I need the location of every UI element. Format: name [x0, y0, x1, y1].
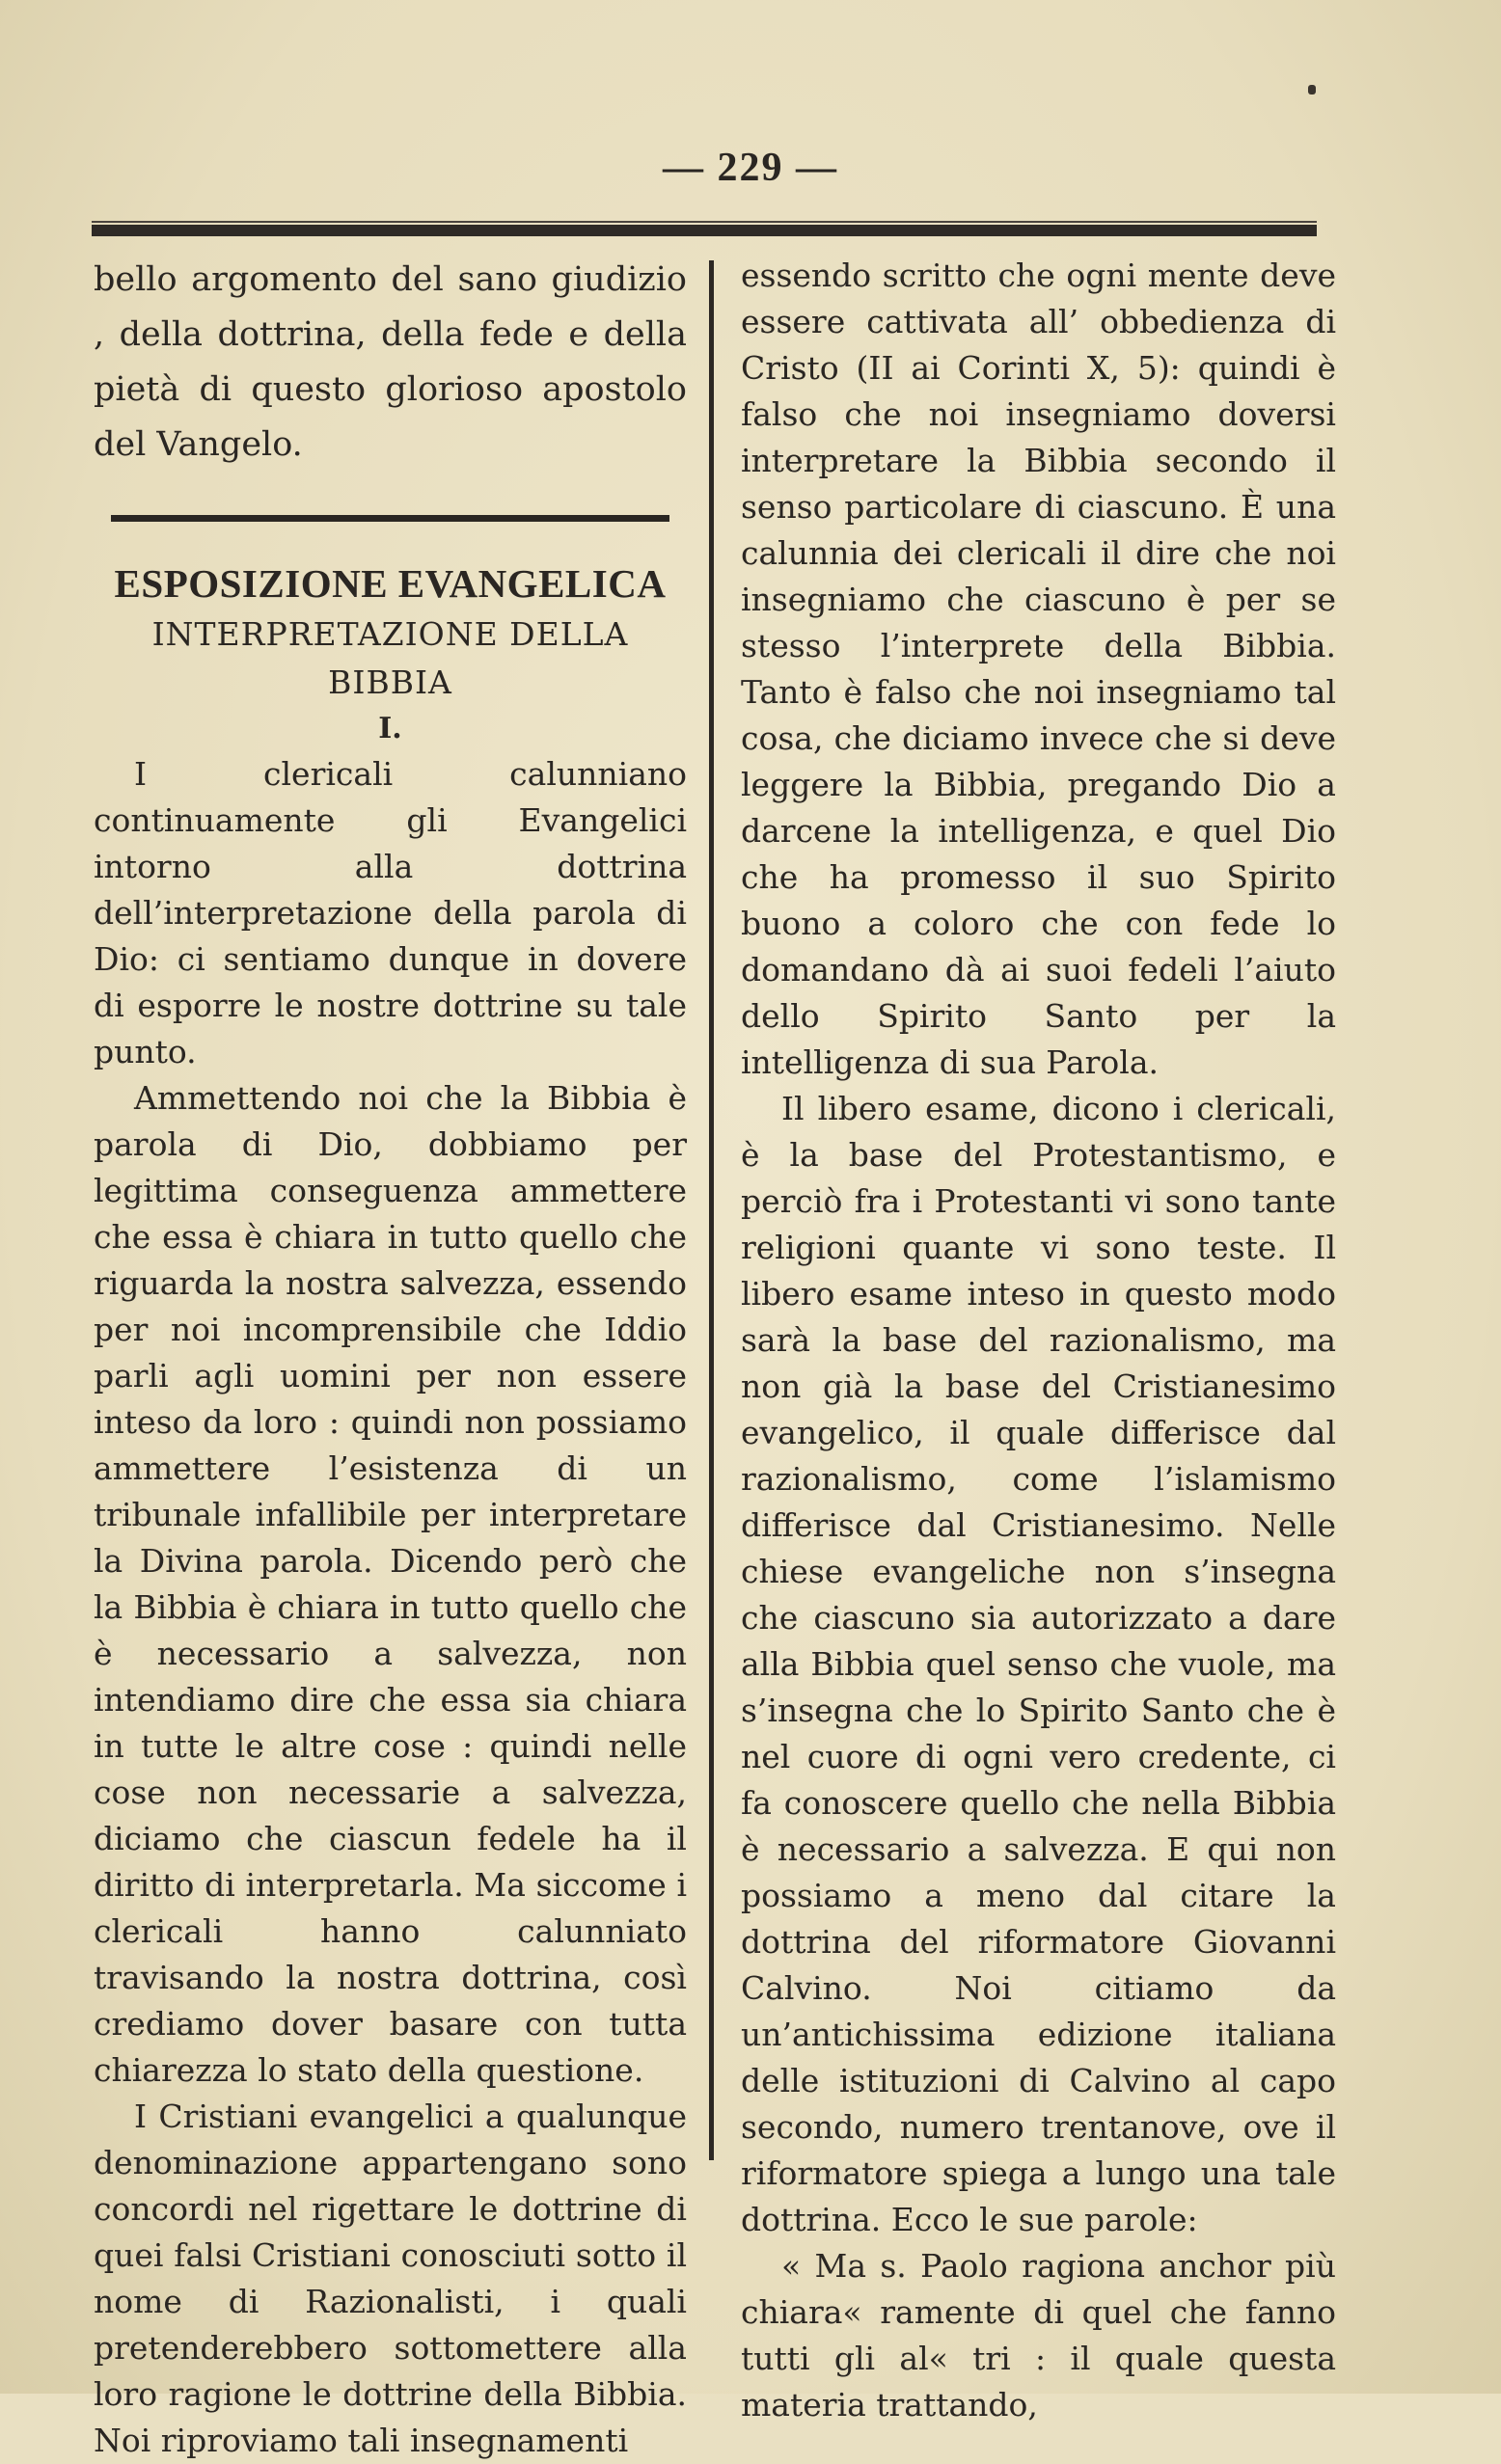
section-title: ESPOSIZIONE EVANGELICA [114, 561, 667, 606]
header-rule [92, 225, 1317, 236]
section-rule [111, 515, 669, 522]
ink-speck [1308, 85, 1316, 95]
column-divider [709, 260, 714, 2160]
left-column [94, 253, 687, 2464]
intro-paragraph: bello argomento del sano giudizio , della dottrina, della fede e della pietà di questo glorioso apostolo del Vangelo. [94, 260, 687, 464]
section-numeral: I. [378, 712, 402, 745]
quote-paragraph: « Ma s. Paolo ragiona anchor più chiara« ramente di quel che fanno tutti gli al« tri : il quale questa materia trattando, [741, 2247, 1336, 2423]
paragraph: I clericali calunniano continuamente gli Evangelici intorno alla dottrina dell’interpretazione della parola di Dio: ci sentiamo dunque in dovere di esporre le nostre dottrine su tale punto. [94, 755, 687, 1070]
paragraph: essendo scritto che ogni mente deve essere cattivata all’ obbedienza di Cristo (II ai Corinti X, 5): quindi è falso che noi insegniamo doversi interpretare la Bibbia secondo il senso particolare di ciascuno. È una calunnia dei clericali il dire che noi insegniamo che ciascuno è per se stesso l’interprete della Bibbia. Tanto è falso che noi insegniamo tal cosa, che diciamo invece che si deve leggere la Bibbia, pregando Dio a darcene la intelligenza, e quel Dio che ha promesso il suo Spirito buono a coloro che con fede lo domandano dà ai suoi fedeli l’aiuto dello Spirito Santo per la intelligenza di sua Parola. [741, 257, 1336, 1081]
right-column [741, 253, 1336, 2428]
section-subtitle: INTERPRETAZIONE DELLA BIBBIA [151, 615, 629, 701]
paragraph: Il libero esame, dicono i clericali, è la base del Protestantismo, e perciò fra i Protestanti vi sono tante religioni quante vi sono teste. Il libero esame inteso in questo modo sarà la base del razionalismo, ma non già la base del Cristianesimo evangelico, il quale differisce dal razionalismo, come l’islamismo differisce dal Cristianesimo. Nelle chiese evangeliche non s’insegna che ciascuno sia autorizzato a dare alla Bibbia quel senso che vuole, ma s’insegna che lo Spirito Santo che è nel cuore di ogni vero credente, ci fa conoscere quello che nella Bibbia è necessario a salvezza. E qui non possiamo a meno dal citare la dottrina del riformatore Giovanni Calvino. Noi citiamo da un’antichissima edizione italiana delle istituzioni di Calvino al capo secondo, numero trentanove, ove il riformatore spiega a lungo una tale dottrina. Ecco le sue parole: [741, 1090, 1336, 2238]
paragraph: Ammettendo noi che la Bibbia è parola di Dio, dobbiamo per legittima conseguenza ammettere che essa è chiara in tutto quello che riguarda la nostra salvezza, essendo per noi incomprensibile che Iddio parli agli uomini per non essere inteso da loro : quindi non possiamo ammettere l’esistenza di un tribunale infallibile per interpretare la Divina parola. Dicendo però che la Bibbia è chiara in tutto quello che è necessario a salvezza, non intendiamo dire che essa sia chiara in tutte le altre cose : quindi nelle cose non necessarie a salvezza, diciamo che ciascun fedele ha il diritto di interpretarla. Ma siccome i clericali hanno calunniato travisando la nostra dottrina, così crediamo dover basare con tutta chiarezza lo stato della questione. [94, 1079, 687, 2089]
page-number: — 229 — [663, 146, 838, 190]
paragraph: I Cristiani evangelici a qualunque denominazione appartengano sono concordi nel rigettare le dottrine di quei falsi Cristiani conosciuti sotto il nome di Razionalisti, i quali pretenderebbero sottomettere alla loro ragione le dottrine della Bibbia. Noi riproviamo tali insegnamenti [94, 2098, 687, 2459]
